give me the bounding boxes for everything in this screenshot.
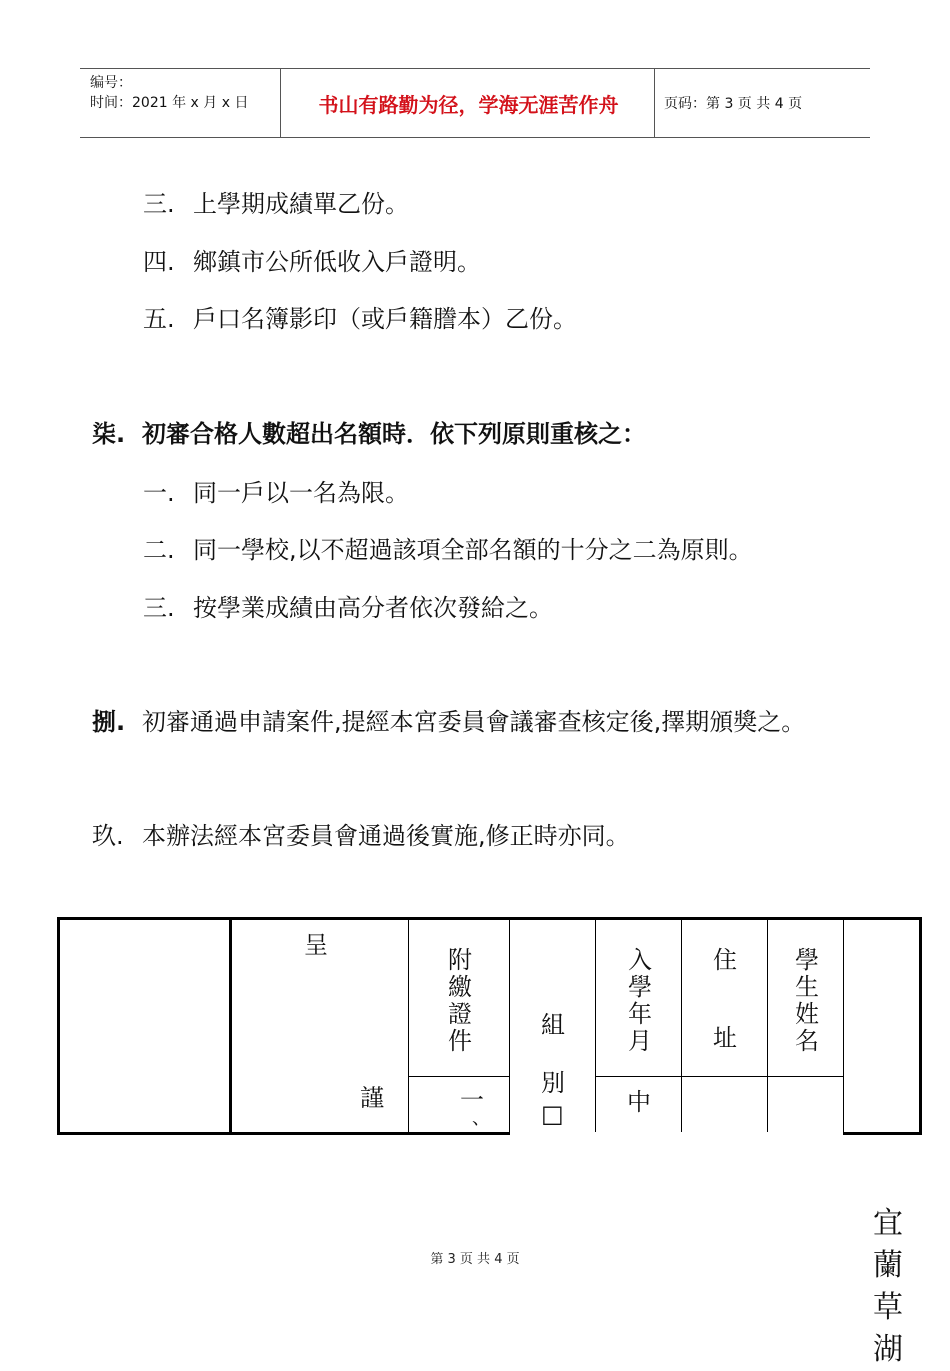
table-divider	[843, 920, 844, 1135]
document-number-label: 编号：	[90, 75, 132, 91]
group-label: 組	[541, 1011, 565, 1039]
list-item	[143, 588, 553, 623]
section-text: 初審通過申請案件,提經本宮委員會議審查核定後,擇期頒獎之。	[142, 708, 806, 736]
list-item	[143, 242, 481, 277]
form-present-text: 呈	[304, 931, 328, 959]
school-middle-text: 中	[627, 1088, 651, 1116]
table-divider	[767, 920, 768, 1132]
table-divider	[681, 920, 682, 1132]
section-heading	[92, 414, 646, 449]
application-form-table	[57, 917, 922, 1135]
item-number: 四.	[143, 248, 175, 276]
item-number: 一.	[143, 479, 175, 507]
table-border	[919, 917, 922, 1135]
item-text: 鄉鎮市公所低收入戶證明。	[193, 248, 481, 276]
enroll-date-header: 入 學 年 月	[628, 946, 652, 1055]
table-divider	[595, 920, 596, 1132]
item-number: 三.	[143, 594, 175, 622]
page-footer: 第 3 页 共 4 页	[430, 1252, 520, 1267]
item-mark-text: 、	[472, 1108, 490, 1129]
category-checkbox[interactable]: □	[541, 1100, 564, 1128]
item-one-text: 一	[460, 1086, 484, 1114]
section-paragraph	[92, 816, 630, 851]
section-number: 柒.	[92, 420, 126, 448]
item-text: 按學業成績由高分者依次發給之。	[193, 594, 553, 622]
table-border	[57, 1132, 510, 1135]
item-text: 上學期成績單乙份。	[193, 190, 409, 218]
table-divider	[408, 1076, 509, 1077]
section-text: 初審合格人數超出名額時．依下列原則重核之：	[142, 420, 646, 448]
item-text: 同一戶以一名為限。	[193, 479, 409, 507]
section-paragraph	[92, 702, 805, 737]
table-divider	[595, 1076, 843, 1077]
list-item	[143, 473, 409, 508]
table-divider	[408, 920, 409, 1132]
header-page-number: 页码：第 3 页 共 4 页	[664, 96, 803, 112]
address-header-top: 住	[713, 946, 737, 974]
address-header-bottom: 址	[713, 1024, 737, 1052]
item-number: 三.	[143, 190, 175, 218]
header-meta	[90, 73, 248, 113]
header-divider	[280, 69, 281, 137]
category-label: 別	[541, 1069, 565, 1097]
list-item	[143, 530, 753, 565]
section-number: 玖.	[92, 822, 124, 850]
form-respect-text: 謹	[360, 1084, 384, 1112]
table-border	[57, 917, 60, 1135]
table-border	[843, 1132, 922, 1135]
section-text: 本辦法經本宮委員會通過後實施,修正時亦同。	[142, 822, 630, 850]
list-item	[143, 299, 577, 334]
page-header	[80, 68, 870, 138]
item-number: 二.	[143, 536, 175, 564]
item-text: 同一學校,以不超過該項全部名額的十分之二為原則。	[193, 536, 753, 564]
side-vertical-text: 宜 蘭 草 湖	[873, 1206, 903, 1367]
list-item	[143, 184, 409, 219]
table-divider	[509, 920, 510, 1132]
student-name-header: 學 生 姓 名	[795, 946, 819, 1055]
table-border	[57, 917, 922, 920]
item-text: 戶口名簿影印（或戶籍謄本）乙份。	[193, 305, 577, 333]
item-number: 五.	[143, 305, 175, 333]
header-divider	[654, 69, 655, 137]
attached-docs-header: 附 繳 證 件	[448, 946, 472, 1055]
table-border	[229, 917, 232, 1135]
section-number: 捌.	[92, 708, 126, 736]
document-time-label: 时间：2021 年 x 月 x 日	[90, 95, 249, 111]
header-motto: 书山有路勤为径，学海无涯苦作舟	[318, 92, 619, 117]
